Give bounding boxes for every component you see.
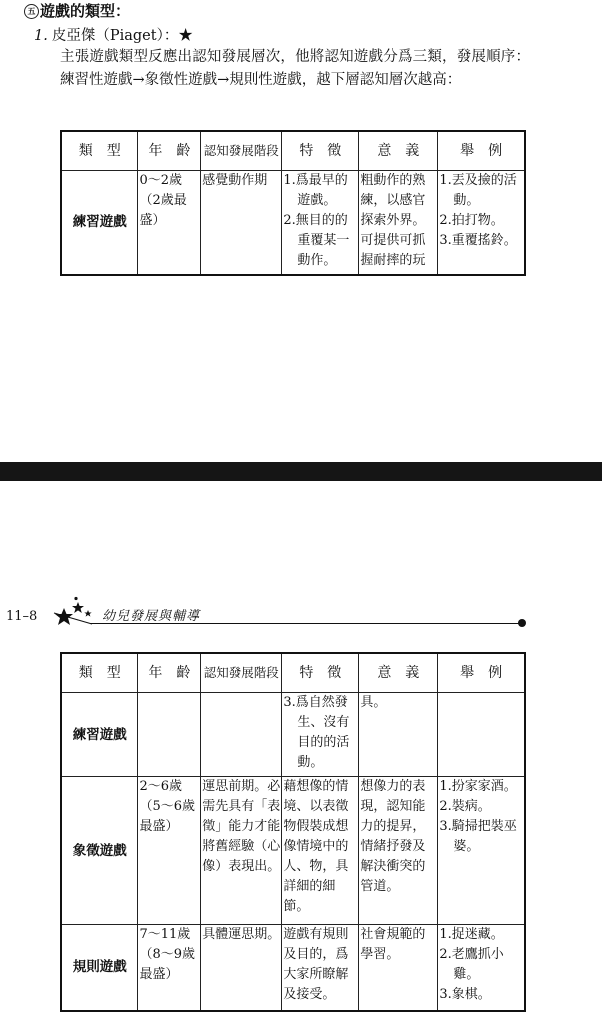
cell-type: 規則遊戲	[61, 925, 138, 1011]
header-stage: 認知發展階段	[201, 653, 282, 693]
cell-features	[282, 171, 359, 275]
header-stage: 認知發展階段	[201, 131, 282, 171]
cell-stage: 具體運思期。	[201, 925, 282, 1011]
table-header-row	[61, 131, 525, 171]
example-item: 3.騎掃把裝巫婆。	[439, 819, 517, 854]
example-item: 3.象棋。	[439, 987, 491, 1002]
feature-item: 1.爲最早的遊戲。	[283, 173, 348, 208]
cell-meaning: 具。	[359, 693, 438, 777]
example-item: 2.老鷹抓小雞。	[439, 947, 504, 982]
page-number: 11–8	[6, 609, 38, 624]
cell-stage: 感覺動作期	[201, 171, 282, 275]
page-top	[0, 0, 602, 462]
cell-meaning: 社會規範的學習。	[359, 925, 438, 1011]
page-bottom	[0, 481, 602, 1024]
example-item: 2.裝病。	[439, 799, 491, 814]
header-type: 類 型	[61, 131, 138, 171]
cell-age: 2～6歲（5～6歲最盛）	[138, 777, 201, 925]
header-meaning: 意 義	[359, 653, 438, 693]
sub-number: 1.	[34, 28, 48, 44]
example-item: 1.扮家家酒。	[439, 779, 517, 794]
cell-examples	[438, 925, 525, 1011]
example-item: 3.重覆搖鈴。	[439, 233, 517, 248]
header-meaning: 意 義	[359, 131, 438, 171]
cell-age: 7～11歲（8～9歲最盛）	[138, 925, 201, 1011]
table-header-row	[61, 653, 525, 693]
header-examples: 舉 例	[438, 131, 525, 171]
cell-stage	[201, 693, 282, 777]
cell-meaning: 粗動作的熟練，以感官探索外界。可提供可抓握耐摔的玩	[359, 171, 438, 275]
header-features: 特 徵	[282, 131, 359, 171]
table-row	[61, 171, 525, 275]
header-age: 年 齡	[138, 131, 201, 171]
header-rule-dot	[518, 619, 526, 627]
section-heading	[24, 0, 130, 21]
table-row	[61, 925, 525, 1011]
cell-type: 練習遊戲	[61, 171, 138, 275]
header-age: 年 齡	[138, 653, 201, 693]
header-type: 類 型	[61, 653, 138, 693]
sub-title: 皮亞傑（Piaget）：★	[51, 28, 193, 44]
table-row	[61, 693, 525, 777]
intro-paragraph: 主張遊戲類型反應出認知發展層次，他將認知遊戲分爲三類，發展順序：練習性遊戲→象徵性遊戲→規則性遊戲，越下層認知層次越高：	[60, 49, 530, 88]
book-title: 幼兒發展與輔導	[102, 609, 201, 624]
example-item: 1.捉迷藏。	[439, 927, 504, 942]
cell-examples	[438, 693, 525, 777]
cell-meaning: 想像力的表現，認知能力的提昇，情緒抒發及解決衝突的管道。	[359, 777, 438, 925]
header-examples: 舉 例	[438, 653, 525, 693]
example-item: 1.丟及撿的活動。	[439, 173, 517, 208]
cell-examples	[438, 171, 525, 275]
play-type-table-top	[60, 130, 526, 276]
header-rule	[90, 623, 520, 624]
example-item: 2.拍打物。	[439, 213, 504, 228]
sub-heading	[34, 24, 193, 45]
table-row	[61, 777, 525, 925]
cell-features	[282, 925, 359, 1011]
feature-item: 藉想像的情境、以表徵物假裝成想像情境中的人、物，具詳細的細節。	[283, 779, 349, 914]
cell-features	[282, 777, 359, 925]
cell-stage: 運思前期。必需先具有「表徵」能力才能將舊經驗（心像）表現出。	[201, 777, 282, 925]
section-number-badge: 五	[24, 4, 39, 19]
header-features: 特 徵	[282, 653, 359, 693]
cell-features	[282, 693, 359, 777]
feature-item: 3.爲自然發生、沒有目的的活動。	[283, 695, 350, 770]
page-divider	[0, 462, 602, 481]
cell-age: 0～2歲（2歲最盛）	[138, 171, 201, 275]
cell-examples	[438, 777, 525, 925]
feature-item: 2.無目的的重覆某一動作。	[283, 213, 350, 268]
cell-type: 練習遊戲	[61, 693, 138, 777]
play-type-table-bottom	[60, 652, 526, 1012]
feature-item: 遊戲有規則及目的，爲大家所瞭解及接受。	[283, 927, 349, 1002]
stars-logo-icon	[52, 596, 100, 626]
cell-age	[138, 693, 201, 777]
section-title: 遊戲的類型：	[40, 2, 131, 20]
cell-type: 象徵遊戲	[61, 777, 138, 925]
